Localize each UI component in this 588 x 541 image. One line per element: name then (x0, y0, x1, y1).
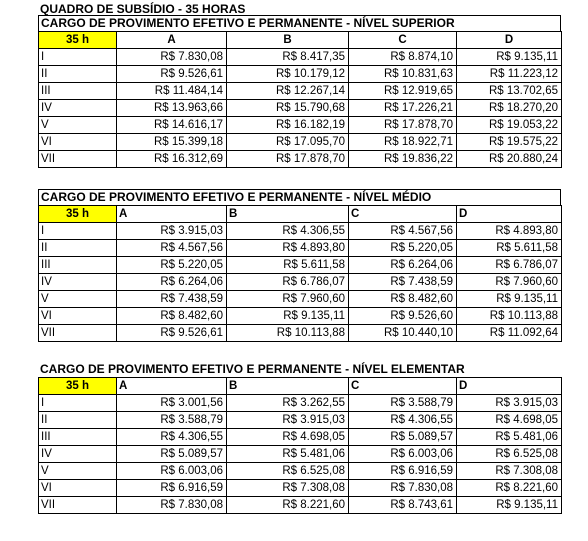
column-header: D (457, 32, 562, 49)
table-nivel-elementar (38, 362, 561, 514)
value-cell: R$ 3.001,56 (117, 395, 227, 412)
value-cell: R$ 8.221,60 (457, 480, 562, 497)
table-row (39, 274, 562, 291)
level-cell: II (39, 66, 117, 83)
value-cell: R$ 4.567,56 (349, 223, 457, 240)
value-cell: R$ 9.526,61 (117, 325, 227, 342)
value-cell: R$ 16.312,69 (117, 151, 227, 168)
level-cell: IV (39, 274, 117, 291)
table-row (39, 134, 562, 151)
table-nivel-superior (38, 15, 561, 168)
table-row (39, 151, 562, 168)
value-cell: R$ 3.915,03 (227, 412, 349, 429)
value-cell: R$ 4.306,55 (349, 412, 457, 429)
value-cell: R$ 7.830,08 (349, 480, 457, 497)
column-header: A (117, 206, 227, 223)
value-cell: R$ 19.575,22 (457, 134, 562, 151)
level-cell: I (39, 395, 117, 412)
table-row (39, 257, 562, 274)
level-cell: III (39, 83, 117, 100)
value-cell: R$ 8.874,10 (349, 49, 457, 66)
table-row (39, 49, 562, 66)
value-cell: R$ 10.113,88 (227, 325, 349, 342)
value-cell: R$ 8.417,35 (227, 49, 349, 66)
column-header: B (227, 32, 349, 49)
value-cell: R$ 6.525,08 (457, 446, 562, 463)
level-cell: VI (39, 134, 117, 151)
table-row (39, 395, 562, 412)
value-cell: R$ 5.089,57 (349, 429, 457, 446)
value-cell: R$ 11.092,64 (457, 325, 562, 342)
value-cell: R$ 7.308,08 (457, 463, 562, 480)
value-cell: R$ 17.226,21 (349, 100, 457, 117)
salary-table (38, 377, 562, 514)
value-cell: R$ 4.567,56 (117, 240, 227, 257)
table-row (39, 291, 562, 308)
value-cell: R$ 17.878,70 (227, 151, 349, 168)
level-cell: VII (39, 325, 117, 342)
value-cell: R$ 6.786,07 (457, 257, 562, 274)
table-row (39, 497, 562, 514)
level-cell: III (39, 257, 117, 274)
level-cell: V (39, 463, 117, 480)
value-cell: R$ 3.915,03 (117, 223, 227, 240)
column-header: C (349, 32, 457, 49)
level-cell: V (39, 291, 117, 308)
value-cell: R$ 12.267,14 (227, 83, 349, 100)
table-row (39, 480, 562, 497)
value-cell: R$ 19.053,22 (457, 117, 562, 134)
column-header: A (117, 32, 227, 49)
value-cell: R$ 7.830,08 (117, 497, 227, 514)
value-cell: R$ 6.786,07 (227, 274, 349, 291)
value-cell: R$ 8.482,60 (117, 308, 227, 325)
value-cell: R$ 17.878,70 (349, 117, 457, 134)
value-cell: R$ 15.790,68 (227, 100, 349, 117)
value-cell: R$ 11.223,12 (457, 66, 562, 83)
level-cell: VII (39, 151, 117, 168)
value-cell: R$ 6.916,59 (117, 480, 227, 497)
column-header: D (457, 378, 562, 395)
value-cell: R$ 9.526,61 (117, 66, 227, 83)
table-row (39, 429, 562, 446)
value-cell: R$ 15.399,18 (117, 134, 227, 151)
value-cell: R$ 4.893,80 (457, 223, 562, 240)
level-cell: VI (39, 480, 117, 497)
level-cell: IV (39, 100, 117, 117)
value-cell: R$ 5.611,58 (227, 257, 349, 274)
level-cell: V (39, 117, 117, 134)
column-header: B (227, 206, 349, 223)
value-cell: R$ 5.611,58 (457, 240, 562, 257)
header-row (39, 206, 562, 223)
table-row (39, 66, 562, 83)
table-row (39, 412, 562, 429)
table-row (39, 117, 562, 134)
value-cell: R$ 9.135,11 (457, 49, 562, 66)
value-cell: R$ 18.270,20 (457, 100, 562, 117)
value-cell: R$ 4.698,05 (457, 412, 562, 429)
table-title: CARGO DE PROVIMENTO EFETIVO E PERMANENTE - NÍVEL MÉDIO (38, 189, 561, 205)
header-row (39, 378, 562, 395)
level-cell: III (39, 429, 117, 446)
value-cell: R$ 6.264,06 (349, 257, 457, 274)
table-row (39, 223, 562, 240)
value-cell: R$ 13.963,66 (117, 100, 227, 117)
column-header: C (349, 378, 457, 395)
value-cell: R$ 9.135,11 (457, 497, 562, 514)
table-row (39, 240, 562, 257)
value-cell: R$ 5.220,05 (117, 257, 227, 274)
level-cell: IV (39, 446, 117, 463)
table-row (39, 308, 562, 325)
value-cell: R$ 8.221,60 (227, 497, 349, 514)
column-header: B (227, 378, 349, 395)
value-cell: R$ 9.135,11 (457, 291, 562, 308)
value-cell: R$ 20.880,24 (457, 151, 562, 168)
value-cell: R$ 7.438,59 (117, 291, 227, 308)
level-cell: II (39, 412, 117, 429)
value-cell: R$ 6.525,08 (227, 463, 349, 480)
value-cell: R$ 12.919,65 (349, 83, 457, 100)
value-cell: R$ 8.743,61 (349, 497, 457, 514)
value-cell: R$ 19.836,22 (349, 151, 457, 168)
value-cell: R$ 6.916,59 (349, 463, 457, 480)
table-nivel-medio (38, 189, 561, 342)
value-cell: R$ 7.308,08 (227, 480, 349, 497)
value-cell: R$ 8.482,60 (349, 291, 457, 308)
value-cell: R$ 4.698,05 (227, 429, 349, 446)
value-cell: R$ 5.481,06 (227, 446, 349, 463)
value-cell: R$ 3.915,03 (457, 395, 562, 412)
value-cell: R$ 16.182,19 (227, 117, 349, 134)
value-cell: R$ 3.588,79 (349, 395, 457, 412)
table-row (39, 325, 562, 342)
value-cell: R$ 6.264,06 (117, 274, 227, 291)
value-cell: R$ 4.306,55 (117, 429, 227, 446)
value-cell: R$ 18.922,71 (349, 134, 457, 151)
hours-key-cell: 35 h (39, 32, 117, 49)
value-cell: R$ 10.113,88 (457, 308, 562, 325)
value-cell: R$ 3.262,55 (227, 395, 349, 412)
value-cell: R$ 9.135,11 (227, 308, 349, 325)
value-cell: R$ 14.616,17 (117, 117, 227, 134)
value-cell: R$ 10.440,10 (349, 325, 457, 342)
value-cell: R$ 6.003,06 (117, 463, 227, 480)
value-cell: R$ 7.438,59 (349, 274, 457, 291)
value-cell: R$ 3.588,79 (117, 412, 227, 429)
table-row (39, 100, 562, 117)
value-cell: R$ 5.089,57 (117, 446, 227, 463)
salary-table (38, 205, 562, 342)
hours-key-cell: 35 h (39, 378, 117, 395)
header-row (39, 32, 562, 49)
level-cell: II (39, 240, 117, 257)
value-cell: R$ 7.830,08 (117, 49, 227, 66)
column-header: C (349, 206, 457, 223)
value-cell: R$ 10.831,63 (349, 66, 457, 83)
value-cell: R$ 4.306,55 (227, 223, 349, 240)
value-cell: R$ 5.481,06 (457, 429, 562, 446)
level-cell: VII (39, 497, 117, 514)
value-cell: R$ 6.003,06 (349, 446, 457, 463)
table-row (39, 463, 562, 480)
table-title: CARGO DE PROVIMENTO EFETIVO E PERMANENTE - NÍVEL ELEMENTAR (40, 362, 465, 376)
table-row (39, 446, 562, 463)
column-header: D (457, 206, 562, 223)
level-cell: I (39, 49, 117, 66)
column-header: A (117, 378, 227, 395)
page-title: QUADRO DE SUBSÍDIO - 35 HORAS (40, 2, 246, 16)
table-row (39, 83, 562, 100)
value-cell: R$ 4.893,80 (227, 240, 349, 257)
value-cell: R$ 5.220,05 (349, 240, 457, 257)
value-cell: R$ 13.702,65 (457, 83, 562, 100)
salary-table (38, 31, 562, 168)
value-cell: R$ 9.526,60 (349, 308, 457, 325)
value-cell: R$ 11.484,14 (117, 83, 227, 100)
hours-key-cell: 35 h (39, 206, 117, 223)
value-cell: R$ 7.960,60 (227, 291, 349, 308)
value-cell: R$ 17.095,70 (227, 134, 349, 151)
value-cell: R$ 7.960,60 (457, 274, 562, 291)
value-cell: R$ 10.179,12 (227, 66, 349, 83)
table-title: CARGO DE PROVIMENTO EFETIVO E PERMANENTE - NÍVEL SUPERIOR (38, 15, 561, 31)
level-cell: VI (39, 308, 117, 325)
level-cell: I (39, 223, 117, 240)
